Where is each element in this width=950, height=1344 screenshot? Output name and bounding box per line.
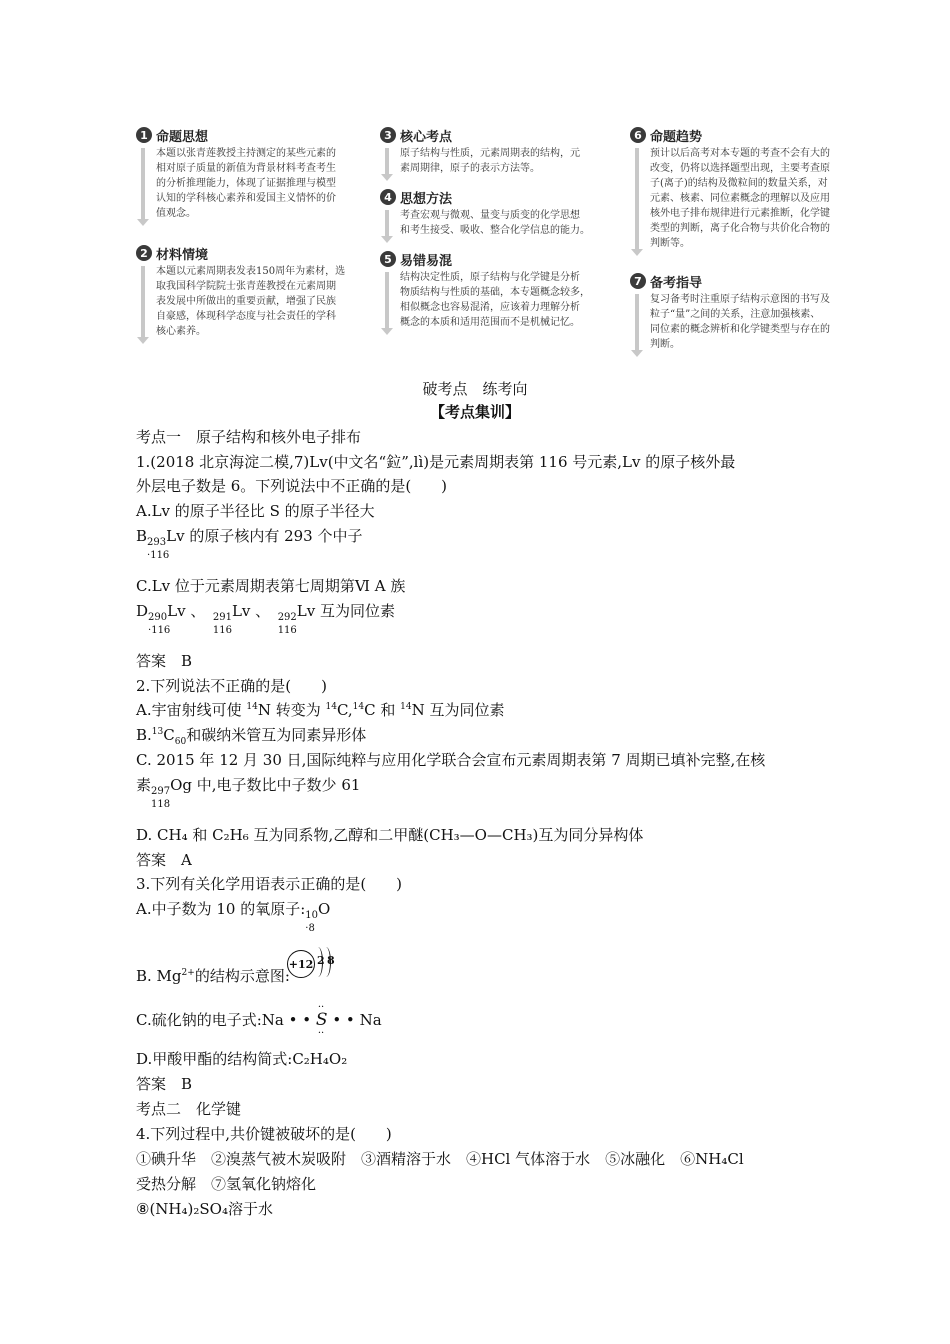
- block-title: 易错易混: [400, 253, 453, 269]
- question-1-option-c: C.Lv 位于元素周期表第七周期第Ⅵ A 族: [136, 577, 406, 595]
- nuclide-symbol: [305, 899, 319, 934]
- electron-count: 2: [317, 954, 325, 967]
- mass-number: 14: [325, 702, 337, 712]
- panel-block-7: [630, 270, 862, 352]
- body-line: 认知的学科核心素养和爱国主义情怀的价: [156, 193, 336, 204]
- option-text: B. Mg: [136, 967, 182, 985]
- body-line: 粒子“量”之间的关系，注意加强核素、: [650, 309, 821, 320]
- number-badge: 3: [380, 127, 396, 143]
- electron-dots: • •: [332, 1011, 355, 1029]
- question-3-option-a: [136, 899, 331, 934]
- option-text: N 转变为: [257, 701, 326, 719]
- body-line: 类型的判断，离子化合物与共价化合物的: [650, 223, 830, 234]
- body-line: 核心素养。: [156, 326, 206, 337]
- nuclide-symbol: [151, 775, 171, 810]
- body-line: 结构决定性质，原子结构与化学键是分析: [400, 272, 580, 283]
- mass-number: 297: [151, 786, 171, 797]
- electron-count: 8: [327, 954, 335, 967]
- mass-number: 14: [400, 702, 412, 712]
- atomic-number: ·116: [148, 625, 171, 636]
- body-line: 预计以后高考对本专题的考查不会有大的: [650, 148, 830, 159]
- electron-dots: • •: [288, 1011, 312, 1029]
- nuclide-symbol: [277, 601, 297, 636]
- topic-two-title: 考点二 化学键: [136, 1100, 242, 1118]
- mg-ion-structure-diagram: [287, 946, 341, 980]
- question-1-stem: 1.(2018 北京海淀二模,7)Lv(中文名“鉝”,lì)是元素周期表第 116 号元素,Lv 的原子核外最: [136, 453, 736, 471]
- block-body: [380, 146, 618, 176]
- section-subheading: 【考点集训】: [429, 403, 520, 421]
- block-body: [136, 146, 368, 221]
- question-4-stem: 4.下列过程中,共价键被破坏的是( ): [136, 1125, 392, 1143]
- question-2-option-c: C. 2015 年 12 月 30 日,国际纯粹与应用化学联合会宣布元素周期表第 7 周期已填补完整,在核: [136, 751, 766, 769]
- question-4-items-cont: 受热分解 ⑦氢氧化钠熔化: [136, 1175, 317, 1193]
- body-line: 同位素的概念辨析和化学键类型与存在的: [650, 324, 830, 335]
- panel-block-4: [380, 186, 618, 242]
- body-line: 复习备考时注重原子结构示意图的书写及: [650, 294, 830, 305]
- number-badge: 6: [630, 127, 646, 143]
- option-text: Na: [359, 1011, 382, 1029]
- atomic-number: ·116: [147, 550, 170, 561]
- atomic-number: 118: [151, 799, 171, 810]
- number-badge: 2: [136, 245, 152, 261]
- block-title: 材料情境: [156, 247, 209, 263]
- question-1-option-d: [136, 601, 395, 636]
- nuclide-symbol: [147, 526, 170, 561]
- number-badge: 1: [136, 127, 152, 143]
- question-3-stem: 3.下列有关化学用语表示正确的是( ): [136, 875, 403, 893]
- question-2-answer: 答案 A: [136, 851, 192, 869]
- block-body: [380, 270, 618, 330]
- panel-block-6: [630, 124, 862, 264]
- down-arrow-icon: [141, 266, 145, 339]
- option-text: C,: [336, 701, 353, 719]
- number-badge: 4: [380, 189, 396, 205]
- block-title: 命题思想: [156, 129, 209, 145]
- body-line: 考查宏观与微观、量变与质变的化学思想: [400, 210, 580, 221]
- panel-column-middle: [380, 124, 618, 336]
- atomic-number: 116: [277, 625, 297, 636]
- option-text: A.中子数为 10 的氧原子:: [136, 900, 306, 918]
- mass-number: 293: [147, 537, 167, 548]
- option-text: Lv 的原子核内有 293 个中子: [166, 527, 363, 545]
- option-letter: D: [136, 602, 149, 620]
- mass-number: 291: [212, 612, 232, 623]
- option-letter: B.: [136, 726, 152, 744]
- option-letter: B: [136, 527, 148, 545]
- body-line: 概念的本质和适用范围而不是机械记忆。: [400, 317, 580, 328]
- mass-number: 292: [277, 612, 297, 623]
- body-line: 判断。: [650, 339, 680, 350]
- option-text: A.宇宙射线可使: [136, 701, 247, 719]
- body-line: 原子结构与性质，元素周期表的结构，元: [400, 148, 580, 159]
- body-line: 素周期律，原子的表示方法等。: [400, 163, 540, 174]
- option-text: Lv 、: [167, 602, 198, 620]
- question-2-option-a: [136, 700, 505, 720]
- option-text: Og 中,电子数比中子数少 61: [170, 776, 361, 794]
- body-line: 相似概念也容易混淆，应该着力理解分析: [400, 302, 580, 313]
- down-arrow-icon: [385, 210, 389, 238]
- block-body: [630, 146, 862, 251]
- mass-number: 290: [148, 612, 168, 623]
- question-4-items-cont: ⑧(NH₄)₂SO₄溶于水: [136, 1200, 273, 1218]
- down-arrow-icon: [141, 148, 145, 221]
- down-arrow-icon: [385, 148, 389, 176]
- question-3-option-c: [136, 1002, 382, 1039]
- body-line: 相对原子质量的新值为背景材料考查考生: [156, 163, 336, 174]
- block-title: 命题趋势: [650, 129, 703, 145]
- body-line: 物质结构与性质的基础，本专题概念较多，: [400, 287, 590, 298]
- option-text: Lv 互为同位素: [296, 602, 395, 620]
- mass-number: 14: [246, 702, 258, 712]
- atomic-number: ·8: [305, 923, 315, 934]
- section-heading: 破考点 练考向: [422, 380, 528, 398]
- body-line: 值观念。: [156, 208, 196, 219]
- block-title: 备考指导: [650, 275, 703, 291]
- body-line: 子(离子)的结构及微粒间的数量关系，对: [650, 178, 828, 189]
- question-4-items: ①碘升华 ②溴蒸气被木炭吸附 ③酒精溶于水 ④HCl 气体溶于水 ⑤冰融化 ⑥NH₄Cl: [136, 1150, 744, 1168]
- question-2-stem: 2.下列说法不正确的是( ): [136, 677, 328, 695]
- block-body: [136, 264, 368, 339]
- question-3-option-d: D.甲酸甲酯的结构简式:C₂H₄O₂: [136, 1050, 348, 1068]
- subscript: 60: [174, 737, 187, 747]
- body-line: 和考生接受、吸收、整合化学信息的能力。: [400, 225, 590, 236]
- question-3-option-b: [136, 966, 290, 986]
- question-1-option-b: [136, 526, 363, 561]
- mass-number: 10: [305, 910, 319, 921]
- body-line: 表发展中所做出的重要贡献，增强了民族: [156, 296, 336, 307]
- block-body: [380, 208, 618, 238]
- question-1-stem-cont: 外层电子数是 6。下列说法中不正确的是( ): [136, 477, 448, 495]
- panel-block-1: [136, 124, 368, 236]
- body-line: 本题以元素周期表发表150周年为素材，选: [156, 266, 346, 277]
- down-arrow-icon: [385, 272, 389, 330]
- number-badge: 5: [380, 251, 396, 267]
- panel-column-right: [630, 124, 862, 358]
- question-1-answer: 答案 B: [136, 652, 193, 670]
- question-2-option-c-cont: [136, 775, 361, 810]
- option-text: 的结构示意图:: [194, 967, 290, 985]
- body-line: 元素、核素、同位素概念的理解以及应用: [650, 193, 830, 204]
- question-2-option-d: D. CH₄ 和 C₂H₆ 互为同系物,乙醇和二甲醚(CH₃—O—CH₃)互为同分异构体: [136, 826, 644, 844]
- nuclide-symbol: [212, 601, 232, 636]
- body-line: 的分析推理能力，体现了证据推理与模型: [156, 178, 336, 189]
- panel-block-2: [136, 242, 368, 339]
- body-line: 本题以张青莲教授主持测定的某些元素的: [156, 148, 336, 159]
- number-badge: 7: [630, 273, 646, 289]
- panel-block-3: [380, 124, 618, 180]
- nuclide-symbol: [148, 601, 171, 636]
- body-line: 取我国科学院院士张青莲教授在元素周期: [156, 281, 336, 292]
- mass-number: 13: [151, 727, 164, 737]
- question-1-option-a: A.Lv 的原子半径比 S 的原子半径大: [136, 502, 375, 520]
- option-text: C.硫化钠的电子式:Na: [136, 1011, 284, 1029]
- body-line: 核外电子排布规律进行元素推断，化学键: [650, 208, 830, 219]
- option-text: 和碳纳米管互为同素异形体: [186, 726, 367, 744]
- panel-block-5: [380, 248, 618, 330]
- element-symbol: S: [315, 1010, 328, 1030]
- body-line: 改变，仍将以选择题型出现，主要考查原: [650, 163, 830, 174]
- block-title: 核心考点: [400, 129, 453, 145]
- question-2-option-b: [136, 725, 366, 745]
- electron-pair-top: ··: [317, 1002, 325, 1013]
- block-title: 思想方法: [400, 191, 453, 207]
- option-text: 素: [136, 776, 152, 794]
- element-symbol: C: [163, 726, 175, 744]
- body-line: 判断等。: [650, 238, 690, 249]
- down-arrow-icon: [635, 294, 639, 352]
- sulfur-symbol: [315, 1002, 328, 1039]
- body-line: 自豪感，体现科学态度与社会责任的学科: [156, 311, 336, 322]
- down-arrow-icon: [635, 148, 639, 251]
- option-text: Lv 、: [231, 602, 263, 620]
- panel-column-left: [136, 124, 368, 345]
- option-text: N 互为同位素: [411, 701, 505, 719]
- atomic-number: 116: [212, 625, 232, 636]
- nucleus-circle: +12: [287, 950, 315, 978]
- electron-pair-bottom: ··: [317, 1028, 325, 1039]
- ion-charge: 2+: [181, 968, 195, 978]
- question-3-answer: 答案 B: [136, 1075, 193, 1093]
- option-text: C 和: [364, 701, 401, 719]
- topic-one-title: 考点一 原子结构和核外电子排布: [136, 428, 362, 446]
- element-symbol: O: [318, 900, 331, 918]
- mass-number: 14: [352, 702, 365, 712]
- block-body: [630, 292, 862, 352]
